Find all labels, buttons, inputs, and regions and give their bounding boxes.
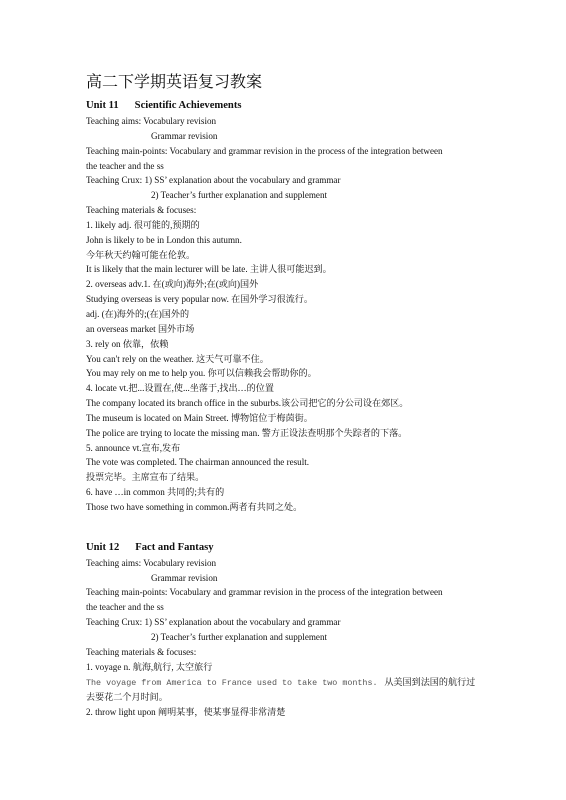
example-sentence: You can't rely on the weather. 这天气可靠不住。 — [86, 353, 269, 364]
example-sentence: Those two have something in common.两者有共同之处。 — [86, 501, 303, 512]
teaching-crux: Teaching Crux: 1) SS’ explanation about the vocabulary and grammar — [86, 617, 341, 628]
teaching-materials: Teaching materials & focuses: — [86, 205, 197, 216]
example-sentence: John is likely to be in London this autumn. — [86, 234, 242, 245]
example-sentence: It is likely that the main lecturer will be late. 主讲人很可能迟到。 — [86, 264, 332, 275]
teaching-main-points-cont: the teacher and the ss — [86, 602, 164, 613]
vocab-entry: 2. overseas adv.1. 在(或向)海外;在(或向)国外 — [86, 279, 259, 290]
example-sentence: Studying overseas is very popular now. 在国外学习很流行。 — [86, 294, 313, 305]
vocab-entry: 1. voyage n. 航海,航行, 太空旅行 — [86, 661, 213, 672]
unit-11-section — [86, 98, 486, 515]
example-sentence: The police are trying to locate the missing man. 警方正设法查明那个失踪者的下落。 — [86, 427, 408, 438]
unit-12-section — [86, 540, 486, 720]
unit-12-number: Unit 12 — [86, 541, 120, 553]
example-sentence: The vote was completed. The chairman announced the result. — [86, 457, 310, 468]
teaching-main-points: Teaching main-points: Vocabulary and grammar revision in the process of the integration between — [86, 145, 443, 156]
vocab-entry: 2. throw light upon 阐明某事，使某事显得非常清楚 — [86, 707, 286, 718]
teaching-main-points: Teaching main-points: Vocabulary and grammar revision in the process of the integration between — [86, 587, 443, 598]
vocab-entry: 5. announce vt.宣布,发布 — [86, 442, 181, 453]
example-sentence: The museum is located on Main Street. 博物馆位于梅茵街。 — [86, 412, 313, 423]
teaching-aims-grammar: Grammar revision — [151, 572, 218, 583]
example-translation: 从美国到法国的航行过 — [384, 676, 476, 687]
teaching-crux-2: 2) Teacher’s further explanation and supplement — [151, 632, 328, 642]
document-page — [86, 72, 486, 720]
vocab-entry: 6. have …in common 共同的;共有的 — [86, 487, 225, 498]
document-title: 高二下学期英语复习教案 — [86, 74, 263, 91]
vocab-definition: adj. (在)海外的;(在)国外的 — [86, 308, 190, 319]
example-translation-cont: 去要花二个月时间。 — [86, 692, 168, 703]
vocab-entry: 4. locate vt.把...设置在,使...坐落于,找出…的位置 — [86, 383, 274, 394]
example-sentence: The company located its branch office in the suburbs.该公司把它的分公司设在郊区。 — [86, 398, 409, 409]
unit-12-heading — [86, 540, 486, 556]
example-sentence-line — [86, 675, 486, 691]
example-sentence: The voyage from America to France used to take two months. — [86, 677, 378, 688]
unit-11-number: Unit 11 — [86, 100, 119, 111]
example-phrase: an overseas market 国外市场 — [86, 323, 195, 334]
example-sentence: You may rely on me to help you. 你可以信赖我会帮助你的。 — [86, 368, 317, 379]
unit-12-name: Fact and Fantasy — [135, 541, 214, 553]
teaching-crux: Teaching Crux: 1) SS’ explanation about the vocabulary and grammar — [86, 175, 341, 186]
teaching-crux-2: 2) Teacher’s further explanation and supplement — [151, 190, 328, 201]
teaching-aims: Teaching aims: Vocabulary revision — [86, 557, 217, 568]
example-translation: 投票完毕。主席宣布了结果。 — [86, 472, 205, 483]
example-translation: 今年秋天约翰可能在伦敦。 — [86, 249, 196, 260]
teaching-main-points-cont: the teacher and the ss — [86, 160, 164, 171]
teaching-aims-grammar: Grammar revision — [151, 130, 218, 141]
unit-11-heading — [86, 98, 486, 114]
unit-11-name: Scientific Achievements — [134, 100, 242, 111]
teaching-aims: Teaching aims: Vocabulary revision — [86, 116, 217, 126]
vocab-entry: 1. likely adj. 很可能的,预期的 — [86, 219, 200, 230]
vocab-entry: 3. rely on 依靠，依赖 — [86, 338, 169, 349]
teaching-materials: Teaching materials & focuses: — [86, 646, 197, 657]
